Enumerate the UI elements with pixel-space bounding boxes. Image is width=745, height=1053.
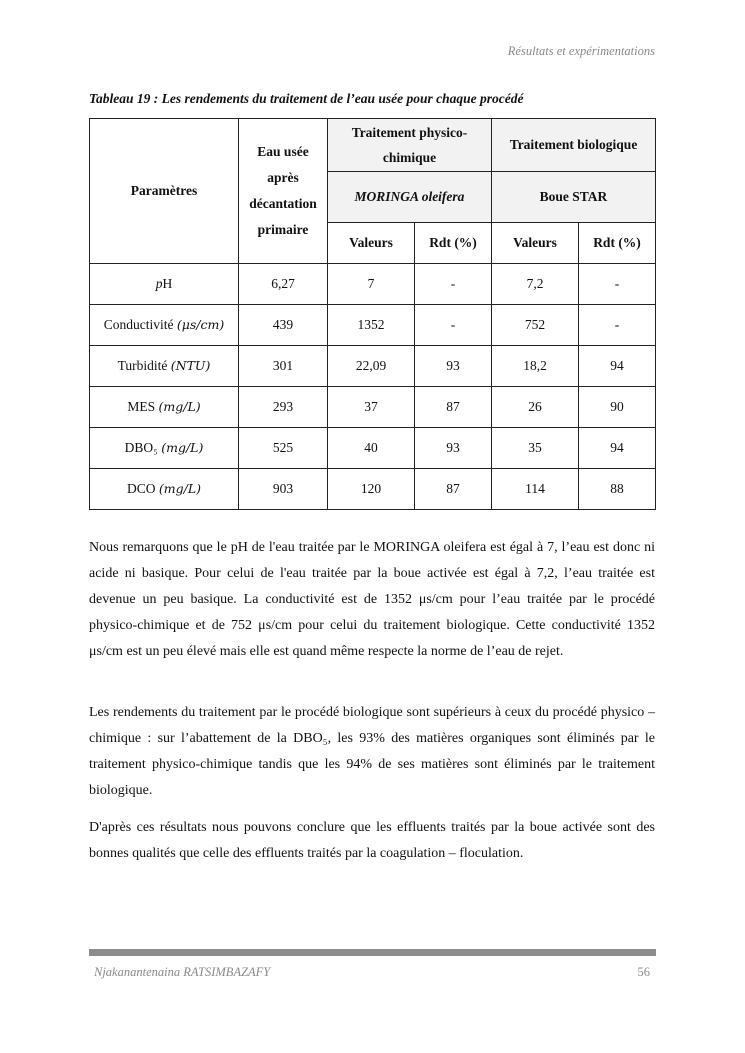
- footer-rule: [89, 949, 656, 956]
- cell-pc-val: 7: [328, 264, 415, 305]
- header-agent-moringa: MORINGA oleifera: [328, 172, 492, 223]
- table-row: [90, 428, 656, 469]
- paragraph-conclusion: D'après ces résultats nous pouvons conclure que les effluents traités par la boue activée sont des bonnes qualités que celle des effluents traités par la coagulation – floculation.: [89, 820, 655, 861]
- cell-eau: 439: [239, 305, 328, 346]
- running-header: Résultats et expérimentations: [507, 44, 655, 58]
- cell-bio-val: 35: [492, 428, 579, 469]
- header-bio-valeurs: Valeurs: [492, 223, 579, 264]
- cell-pc-val: 1352: [328, 305, 415, 346]
- header-pc-rdt: Rdt (%): [415, 223, 492, 264]
- page-number: 56: [637, 965, 650, 979]
- cell-eau: 293: [239, 387, 328, 428]
- cell-pc-val: 40: [328, 428, 415, 469]
- cell-pc-val: 120: [328, 469, 415, 510]
- cell-pc-val: 37: [328, 387, 415, 428]
- cell-bio-rdt: 90: [579, 387, 656, 428]
- cell-pc-rdt: 93: [415, 346, 492, 387]
- paragraph-rendements: Les rendements du traitement par le procédé biologique sont supérieurs à ceux du procédé physico – chimique : sur l’abattement de la DBO₅, les 93% des matières organiques sont éliminés par le traitement physico-chimique tandis que les 94% de ses matières sont éliminés par le traitement biologique.: [89, 705, 655, 798]
- paragraph-ph-conductivite: Nous remarquons que le pH de l'eau traitée par le MORINGA oleifera est égal à 7, l’eau est donc ni acide ni basique. Pour celui de l'eau traitée par la boue activée est égal à 7,2, l’eau traitée est devenue un peu basique. La conductivité est de 1352 μs/cm pour l’eau traitée par le procédé physico-chimique et de 752 μs/cm pour celui du traitement biologique. Cette conductivité 1352 μs/cm est un peu élevé mais elle est quand même respecte la norme de l’eau de rejet.: [89, 540, 655, 659]
- cell-bio-val: 26: [492, 387, 579, 428]
- cell-eau: 525: [239, 428, 328, 469]
- cell-eau: 6,27: [239, 264, 328, 305]
- cell-param: Turbidité (NTU): [90, 346, 239, 387]
- header-parametres: Paramètres: [90, 119, 239, 264]
- header-group-bio: Traitement biologique: [492, 119, 656, 172]
- table-row: [90, 264, 656, 305]
- table-row: [90, 387, 656, 428]
- table-caption: Tableau 19 : Les rendements du traitement de l’eau usée pour chaque procédé: [89, 91, 524, 106]
- cell-bio-val: 18,2: [492, 346, 579, 387]
- cell-eau: 903: [239, 469, 328, 510]
- footer-author: Njakanantenaina RATSIMBAZAFY: [94, 965, 271, 979]
- cell-bio-rdt: 94: [579, 428, 656, 469]
- cell-bio-val: 752: [492, 305, 579, 346]
- cell-bio-val: 7,2: [492, 264, 579, 305]
- header-eau-usee: Eau usée après décantation primaire: [239, 119, 328, 264]
- table-row: [90, 346, 656, 387]
- header-group-physico: Traitement physico-chimique: [328, 119, 492, 172]
- cell-bio-rdt: 94: [579, 346, 656, 387]
- cell-param: DBO₅ (mg/L): [90, 428, 239, 469]
- cell-pc-rdt: -: [415, 305, 492, 346]
- cell-pc-rdt: 93: [415, 428, 492, 469]
- results-table: [89, 118, 656, 510]
- cell-param: pH: [90, 264, 239, 305]
- table-row: [90, 469, 656, 510]
- cell-bio-val: 114: [492, 469, 579, 510]
- cell-eau: 301: [239, 346, 328, 387]
- cell-param: MES (mg/L): [90, 387, 239, 428]
- cell-pc-rdt: 87: [415, 387, 492, 428]
- cell-bio-rdt: -: [579, 264, 656, 305]
- header-pc-valeurs: Valeurs: [328, 223, 415, 264]
- header-agent-boue: Boue STAR: [492, 172, 656, 223]
- header-bio-rdt: Rdt (%): [579, 223, 656, 264]
- cell-pc-rdt: 87: [415, 469, 492, 510]
- cell-param: DCO (mg/L): [90, 469, 239, 510]
- cell-pc-rdt: -: [415, 264, 492, 305]
- cell-bio-rdt: 88: [579, 469, 656, 510]
- cell-pc-val: 22,09: [328, 346, 415, 387]
- table-row: [90, 305, 656, 346]
- cell-bio-rdt: -: [579, 305, 656, 346]
- cell-param: Conductivité (μs/cm): [90, 305, 239, 346]
